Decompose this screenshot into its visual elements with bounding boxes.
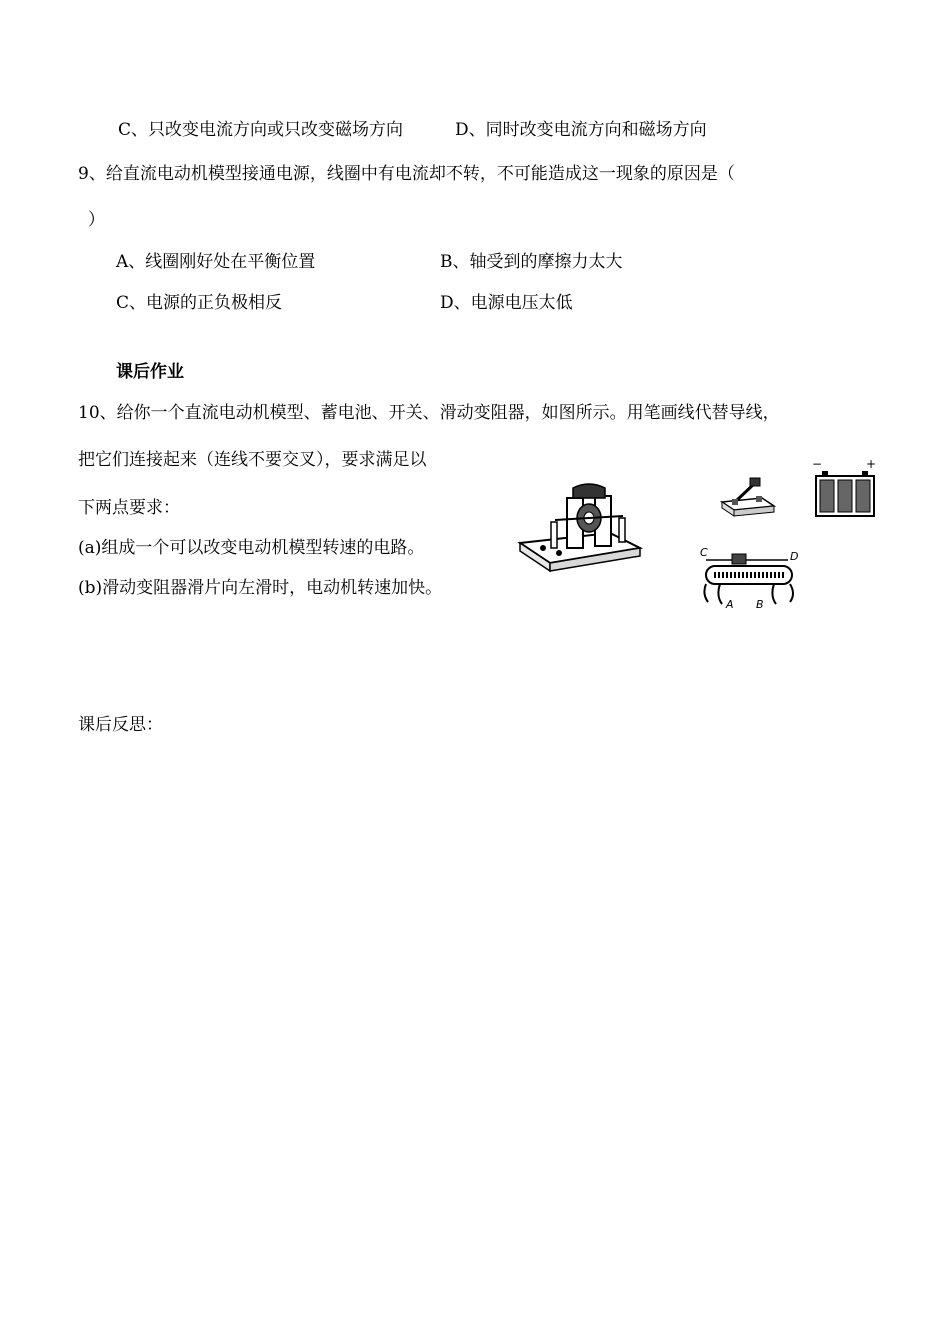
- q9-option-a: A、线圈刚好处在平衡位置: [116, 252, 316, 272]
- q9-close-paren: ）: [88, 210, 105, 230]
- rheostat-terminal-a: A: [726, 598, 734, 611]
- knife-switch-figure: [718, 474, 778, 518]
- q10-line-3: 下两点要求：: [78, 498, 180, 518]
- rheostat-terminal-c: C: [700, 546, 708, 559]
- q9-stem: 9、给直流电动机模型接通电源，线圈中有电流却不转，不可能造成这一现象的原因是（: [78, 164, 735, 184]
- sliding-rheostat-figure: [696, 542, 806, 612]
- dc-motor-model-figure: [515, 478, 645, 588]
- rheostat-terminal-b: B: [756, 598, 764, 611]
- q10-line-1: 10、给你一个直流电动机模型、蓄电池、开关、滑动变阻器，如图所示。用笔画线代替导线，: [78, 403, 780, 423]
- q9-option-c: C、电源的正负极相反: [116, 293, 283, 313]
- q10-line-2: 把它们连接起来（连线不要交叉），要求满足以: [78, 450, 427, 470]
- reflection-label: 课后反思：: [78, 715, 163, 735]
- battery-minus-label: −: [812, 458, 823, 471]
- q10-requirement-a: (a)组成一个可以改变电动机模型转速的电路。: [78, 538, 425, 558]
- storage-battery-figure: [810, 458, 882, 520]
- battery-plus-label: +: [866, 458, 877, 471]
- homework-heading: 课后作业: [116, 362, 184, 382]
- q8-option-c: C、只改变电流方向或只改变磁场方向: [118, 120, 404, 140]
- q8-option-d: D、同时改变电流方向和磁场方向: [455, 120, 707, 140]
- rheostat-terminal-d: D: [790, 550, 799, 563]
- q9-option-d: D、电源电压太低: [440, 293, 573, 313]
- q9-option-b: B、轴受到的摩擦力太大: [440, 252, 623, 272]
- q10-requirement-b: (b)滑动变阻器滑片向左滑时，电动机转速加快。: [78, 578, 443, 598]
